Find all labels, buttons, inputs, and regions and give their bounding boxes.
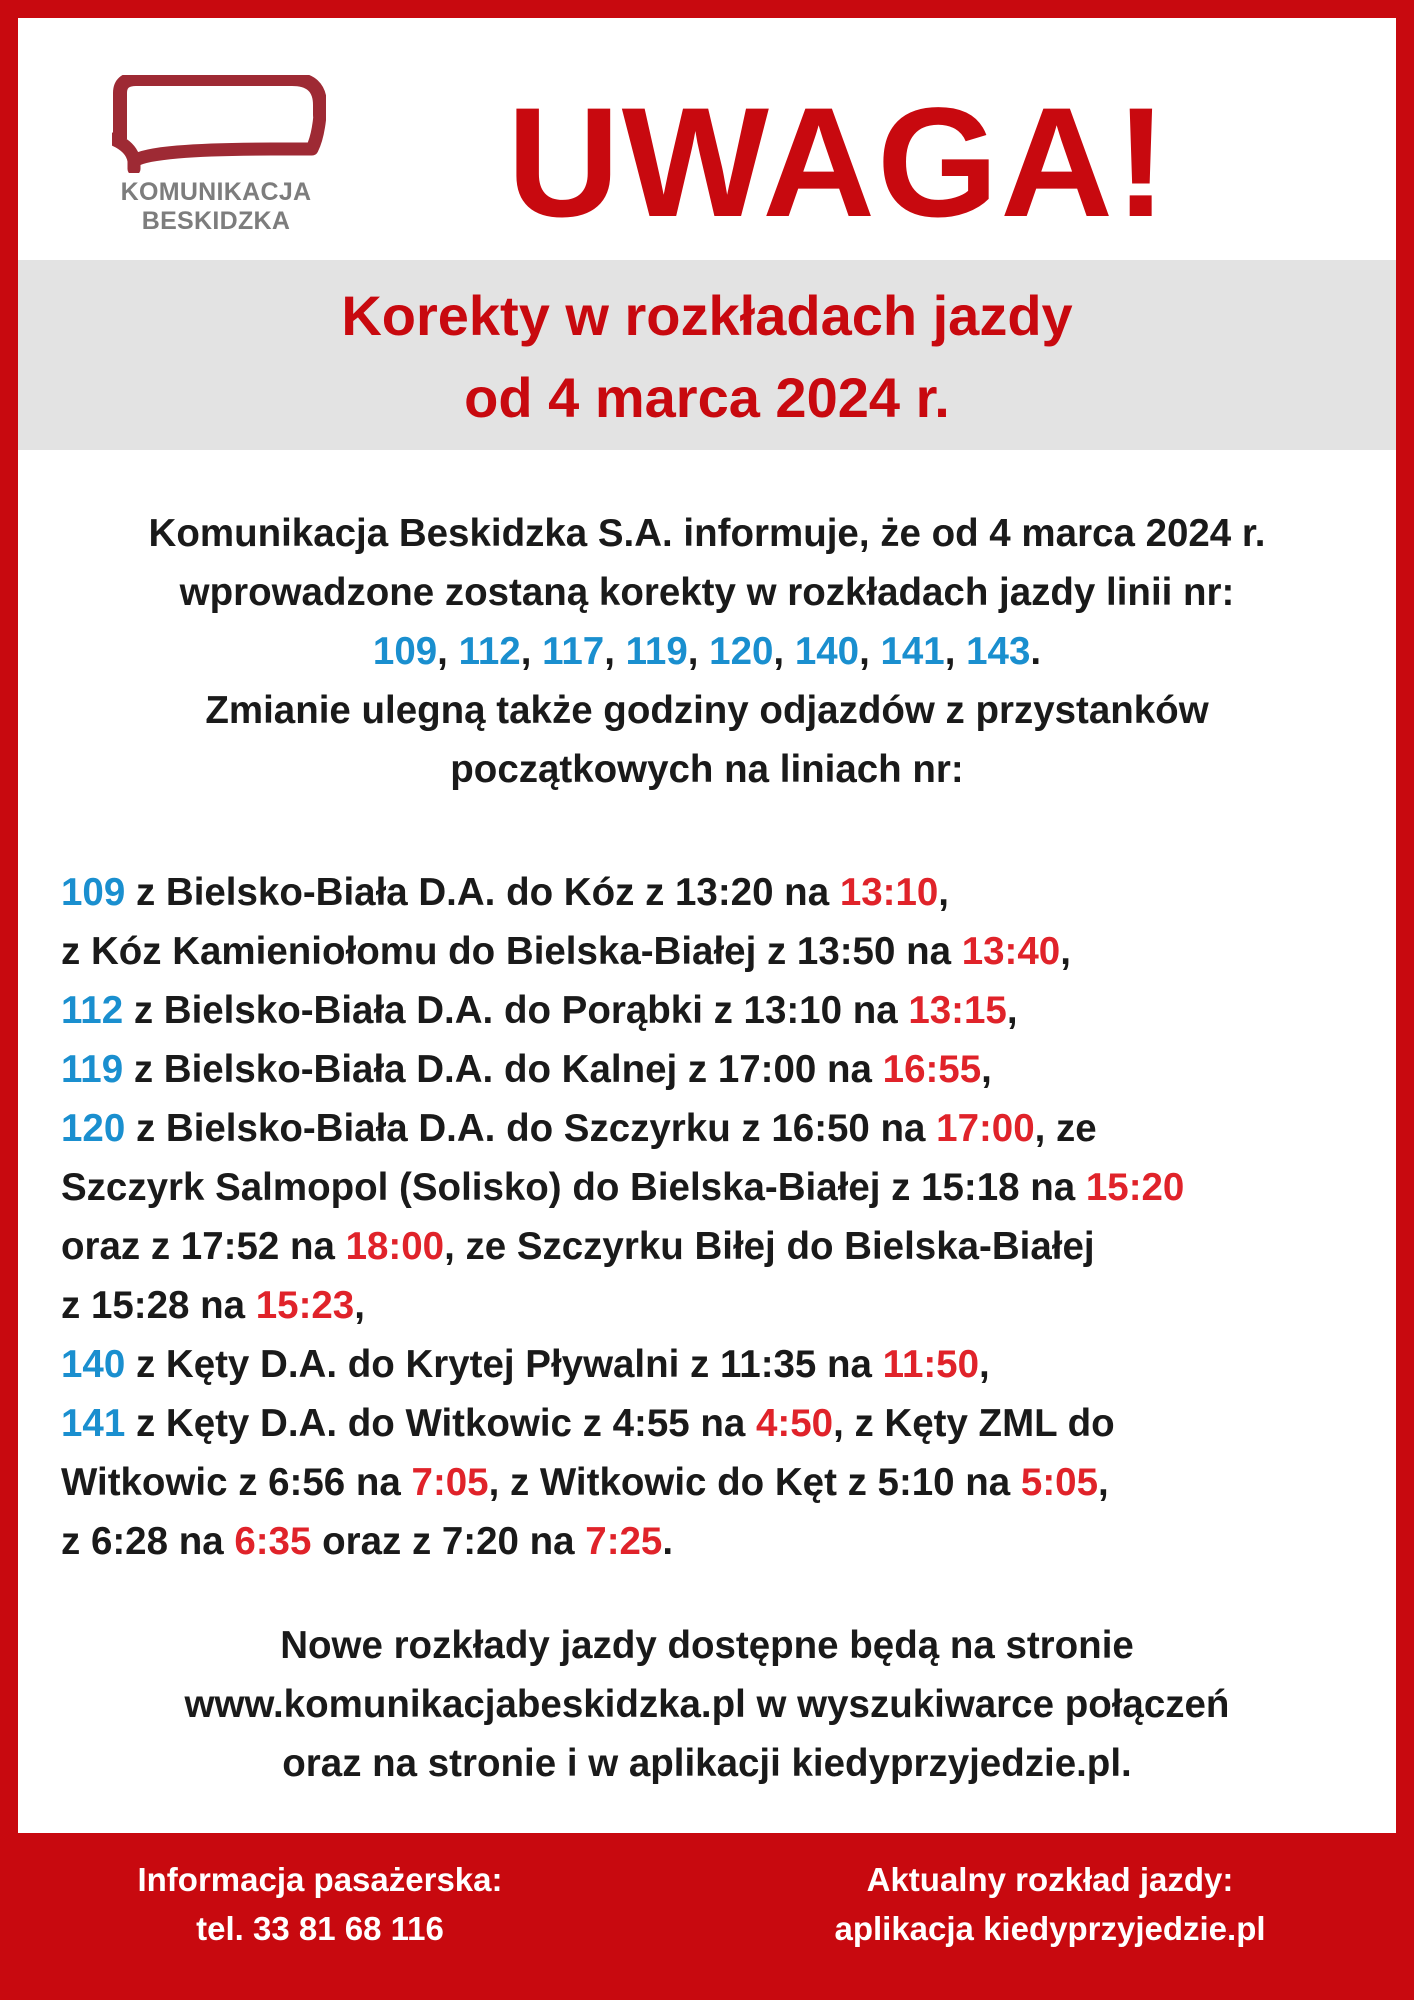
change-text: z Bielsko-Biała D.A. do Kalnej z 17:00 na	[123, 1048, 883, 1091]
schedule-changes	[61, 863, 1371, 1571]
new-time: 16:55	[882, 1048, 982, 1091]
new-time: 7:25	[585, 1520, 663, 1563]
change-text: z 6:28 na	[61, 1520, 235, 1563]
closing-paragraph	[58, 1616, 1356, 1793]
change-text: z Bielsko-Biała D.A. do Szczyrku z 16:50 na	[125, 1107, 937, 1150]
change-row	[61, 981, 1371, 1040]
logo-wordmark	[96, 178, 336, 236]
closing-line-2: www.komunikacjabeskidzka.pl w wyszukiwarce połączeń	[184, 1683, 1230, 1726]
change-text: .	[662, 1520, 674, 1563]
change-row	[61, 1335, 1371, 1394]
passenger-info-phone: tel. 33 81 68 116	[196, 1910, 444, 1947]
change-text: z Kóz Kamieniołomu do Bielska-Białej z 13:50 na	[61, 930, 962, 973]
change-text: z Kęty D.A. do Krytej Pływalni z 11:35 na	[125, 1343, 883, 1386]
change-text: oraz z 17:52 na	[61, 1225, 346, 1268]
passenger-info-title: Informacja pasażerska:	[137, 1861, 503, 1898]
new-time: 5:05	[1020, 1461, 1098, 1504]
line-number: 119	[625, 630, 688, 673]
line-number: 117	[542, 630, 605, 673]
line-number: 141	[61, 1402, 126, 1445]
closing-line-1: Nowe rozkłady jazdy dostępne będą na stronie	[280, 1624, 1134, 1667]
timetable-title: Aktualny rozkład jazdy:	[866, 1861, 1234, 1898]
current-timetable-info	[760, 1855, 1340, 1953]
footer-bar	[0, 1833, 1414, 2000]
subtitle-band	[18, 260, 1396, 450]
subtitle-line-1: Korekty w rozkładach jazdy	[341, 284, 1073, 347]
change-row	[61, 1512, 1371, 1571]
new-time: 13:40	[961, 930, 1061, 973]
change-text: , z Witkowic do Kęt z 5:10 na	[488, 1461, 1021, 1504]
new-time: 18:00	[345, 1225, 445, 1268]
change-text: ,	[1097, 1461, 1109, 1504]
intro-line-5: początkowych na liniach nr:	[450, 748, 964, 791]
change-text: , z Kęty ZML do	[833, 1402, 1115, 1445]
change-row	[61, 1099, 1371, 1158]
change-text: z 15:28 na	[61, 1284, 256, 1327]
intro-line-2: wprowadzone zostaną korekty w rozkładach jazdy linii nr:	[179, 571, 1235, 614]
line-number: 120	[709, 630, 774, 673]
line-number: 140	[61, 1343, 126, 1386]
change-row	[61, 1217, 1371, 1276]
change-text: ,	[981, 1048, 992, 1091]
new-time: 13:10	[839, 871, 939, 914]
notice-panel	[18, 18, 1396, 1833]
line-number: 112	[61, 989, 124, 1032]
intro-line-1: Komunikacja Beskidzka S.A. informuje, że od 4 marca 2024 r.	[148, 512, 1266, 555]
change-text: Witkowic z 6:56 na	[61, 1461, 412, 1504]
new-time: 15:20	[1085, 1166, 1185, 1209]
bus-outline-icon	[112, 75, 326, 173]
change-text: ,	[938, 871, 949, 914]
change-text: oraz z 7:20 na	[311, 1520, 586, 1563]
intro-line-4: Zmianie ulegną także godziny odjazdów z przystanków	[205, 689, 1209, 732]
line-number: 109	[61, 871, 126, 914]
new-time: 13:15	[908, 989, 1007, 1032]
closing-line-3: oraz na stronie i w aplikacji kiedyprzyjedzie.pl.	[282, 1742, 1132, 1785]
new-time: 6:35	[234, 1520, 312, 1563]
line-number: 109	[372, 630, 438, 673]
change-text: , ze Szczyrku Biłej do Bielska-Białej	[444, 1225, 1095, 1268]
headline: UWAGA!	[507, 76, 1169, 250]
change-text: Szczyrk Salmopol (Solisko) do Bielska-Białej z 15:18 na	[61, 1166, 1086, 1209]
new-time: 15:23	[255, 1284, 355, 1327]
change-row	[61, 863, 1371, 922]
change-text: z Bielsko-Biała D.A. do Kóz z 13:20 na	[125, 871, 840, 914]
new-time: 4:50	[756, 1402, 834, 1445]
new-time: 11:50	[882, 1343, 980, 1386]
change-text: ,	[979, 1343, 990, 1386]
line-number: 112	[458, 630, 521, 673]
intro-paragraph	[58, 504, 1356, 799]
change-row	[61, 922, 1371, 981]
company-logo	[96, 60, 336, 240]
change-text: ,	[1060, 930, 1071, 973]
logo-line-2: BESKIDZKA	[141, 207, 291, 235]
line-number: 120	[61, 1107, 126, 1150]
timetable-app: aplikacja kiedyprzyjedzie.pl	[834, 1910, 1266, 1947]
new-time: 7:05	[411, 1461, 489, 1504]
logo-line-1: KOMUNIKACJA	[120, 178, 312, 206]
change-text: , ze	[1034, 1107, 1097, 1150]
passenger-info	[60, 1855, 580, 1953]
change-text: z Bielsko-Biała D.A. do Porąbki z 13:10 na	[123, 989, 909, 1032]
line-number: 143	[966, 630, 1031, 673]
change-row	[61, 1394, 1371, 1453]
change-text: z Kęty D.A. do Witkowic z 4:55 na	[125, 1402, 756, 1445]
subtitle-line-2: od 4 marca 2024 r.	[464, 366, 950, 429]
line-number: 140	[794, 630, 860, 673]
change-text: ,	[354, 1284, 365, 1327]
change-row	[61, 1276, 1371, 1335]
new-time: 17:00	[936, 1107, 1035, 1150]
line-number-list: 109, 112, 117, 119, 120, 140, 141, 143.	[372, 630, 1042, 673]
change-row	[61, 1158, 1371, 1217]
line-number: 141	[880, 630, 945, 673]
change-row	[61, 1040, 1371, 1099]
change-text: ,	[1006, 989, 1018, 1032]
change-row	[61, 1453, 1371, 1512]
line-number: 119	[61, 1048, 124, 1091]
